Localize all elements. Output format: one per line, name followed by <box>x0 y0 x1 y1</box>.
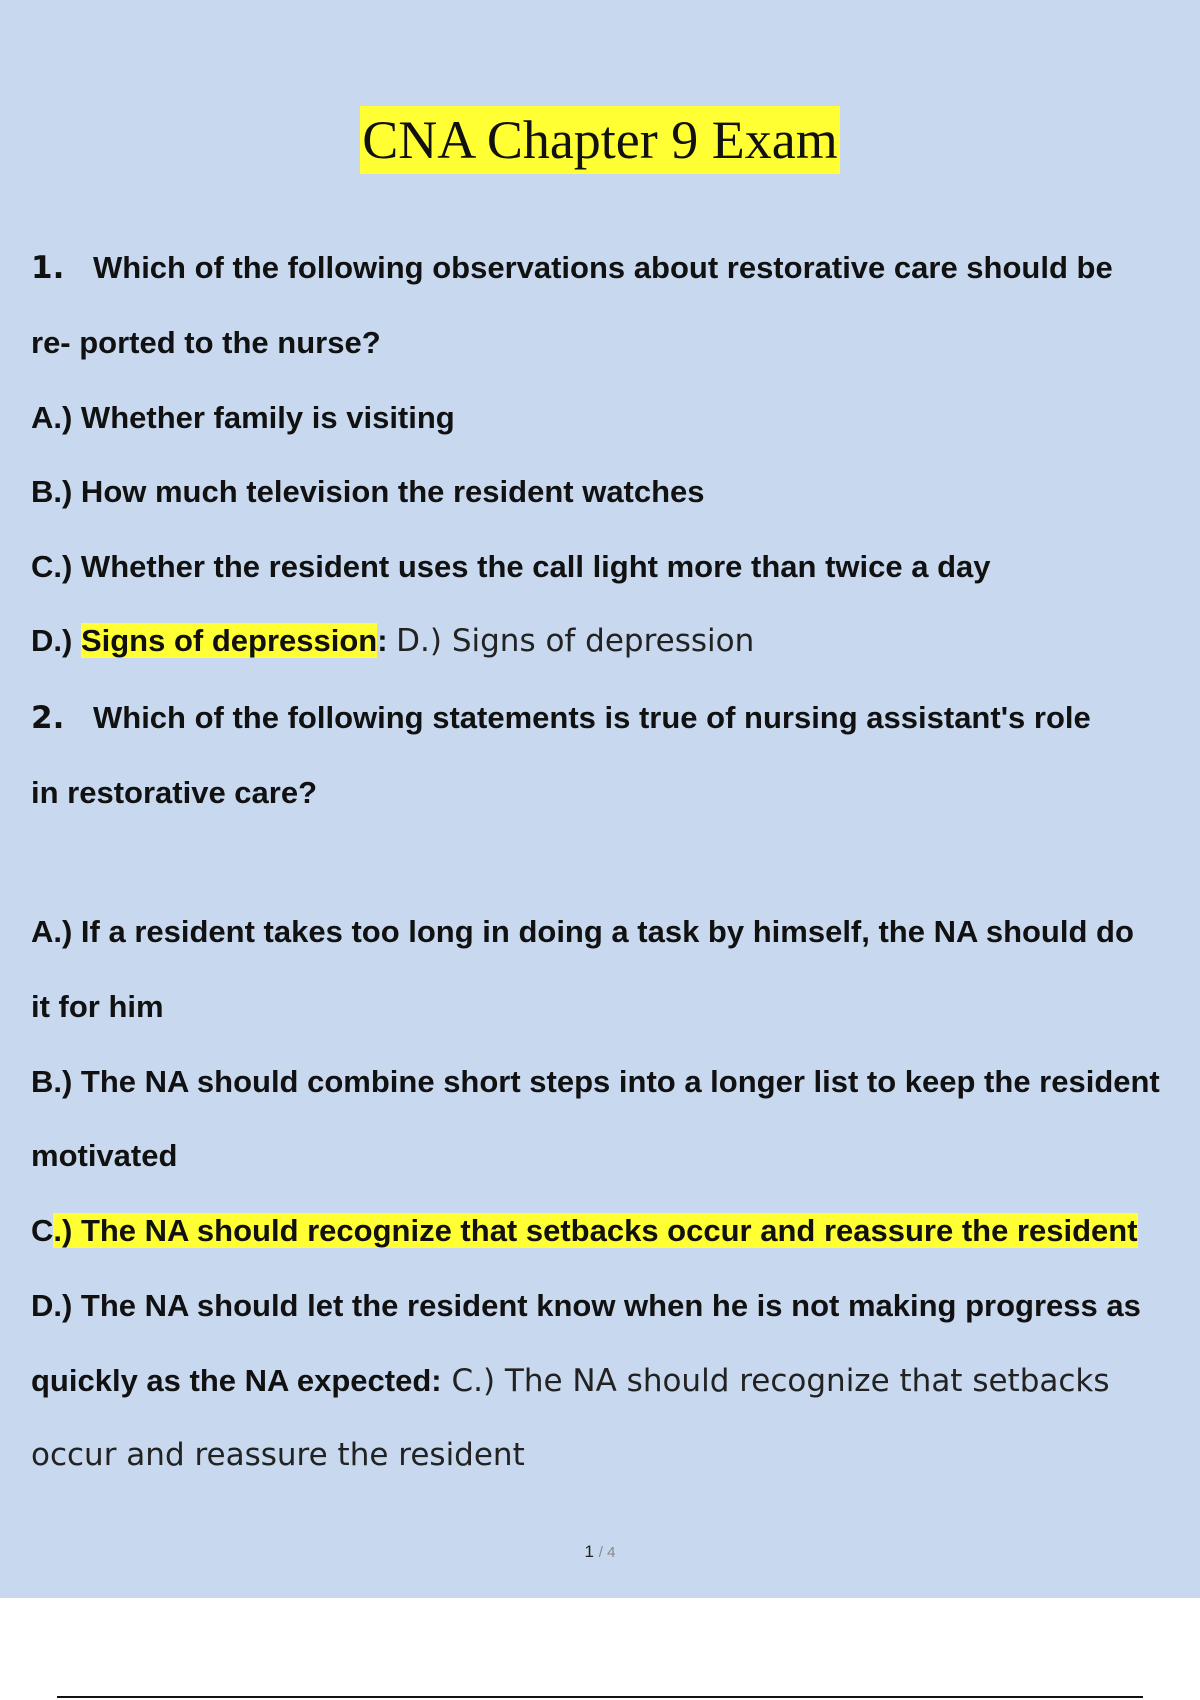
question-2-option-c-prefix: C <box>31 1213 54 1248</box>
question-1-answer-separator: : <box>377 623 397 658</box>
question-2-text-1: Which of the following statements is true of nursing assistant's role <box>93 700 1091 735</box>
question-2-option-d-text-2: quickly as the NA expected: <box>31 1363 442 1398</box>
question-1-answer: D.) Signs of depression <box>396 623 755 659</box>
question-2-line-2: in restorative care? <box>31 775 318 810</box>
page-title: CNA Chapter 9 Exam <box>360 106 839 174</box>
question-2-number: 2. <box>31 700 65 736</box>
question-2-line-1 <box>31 698 1091 738</box>
question-2-option-d-line-1: D.) The NA should let the resident know when he is not making progress as <box>31 1288 1141 1323</box>
question-1-correct-highlight: Signs of depression <box>80 623 378 658</box>
question-2-option-a-line-2: it for him <box>31 989 164 1024</box>
page-separator-rule <box>57 1696 1143 1698</box>
page-number-current: 1 <box>584 1542 595 1561</box>
question-2-correct-highlight: .) The NA should recognize that setbacks occur and reassure the resident <box>53 1213 1138 1248</box>
question-2-option-a-line-1: A.) If a resident takes too long in doing a task by himself, the NA should do <box>31 914 1134 949</box>
question-1-number: 1. <box>31 250 65 286</box>
question-2-option-d-line-2 <box>31 1361 1110 1401</box>
question-1-text-1: Which of the following observations about restorative care should be <box>93 250 1113 285</box>
question-1-line-2: re- ported to the nurse? <box>31 325 381 360</box>
question-2-answer-2: occur and reassure the resident <box>31 1437 525 1473</box>
question-1-option-b: B.) How much television the resident watches <box>31 474 705 509</box>
question-1-option-a: A.) Whether family is visiting <box>31 400 455 435</box>
question-1-option-c: C.) Whether the resident uses the call light more than twice a day <box>31 549 991 584</box>
title-container <box>0 106 1200 174</box>
question-2-option-c <box>31 1211 1138 1251</box>
question-2-option-b-line-1: B.) The NA should combine short steps into a longer list to keep the resident <box>31 1064 1160 1099</box>
question-2-answer-1: C.) The NA should recognize that setbacks <box>441 1363 1110 1399</box>
question-1-option-d-prefix: D.) <box>31 623 81 658</box>
page-number-total: / 4 <box>598 1544 616 1561</box>
page-indicator <box>0 1542 1200 1562</box>
question-2-option-b-line-2: motivated <box>31 1138 178 1173</box>
question-1-option-d <box>31 621 754 661</box>
question-1-line-1 <box>31 248 1113 288</box>
